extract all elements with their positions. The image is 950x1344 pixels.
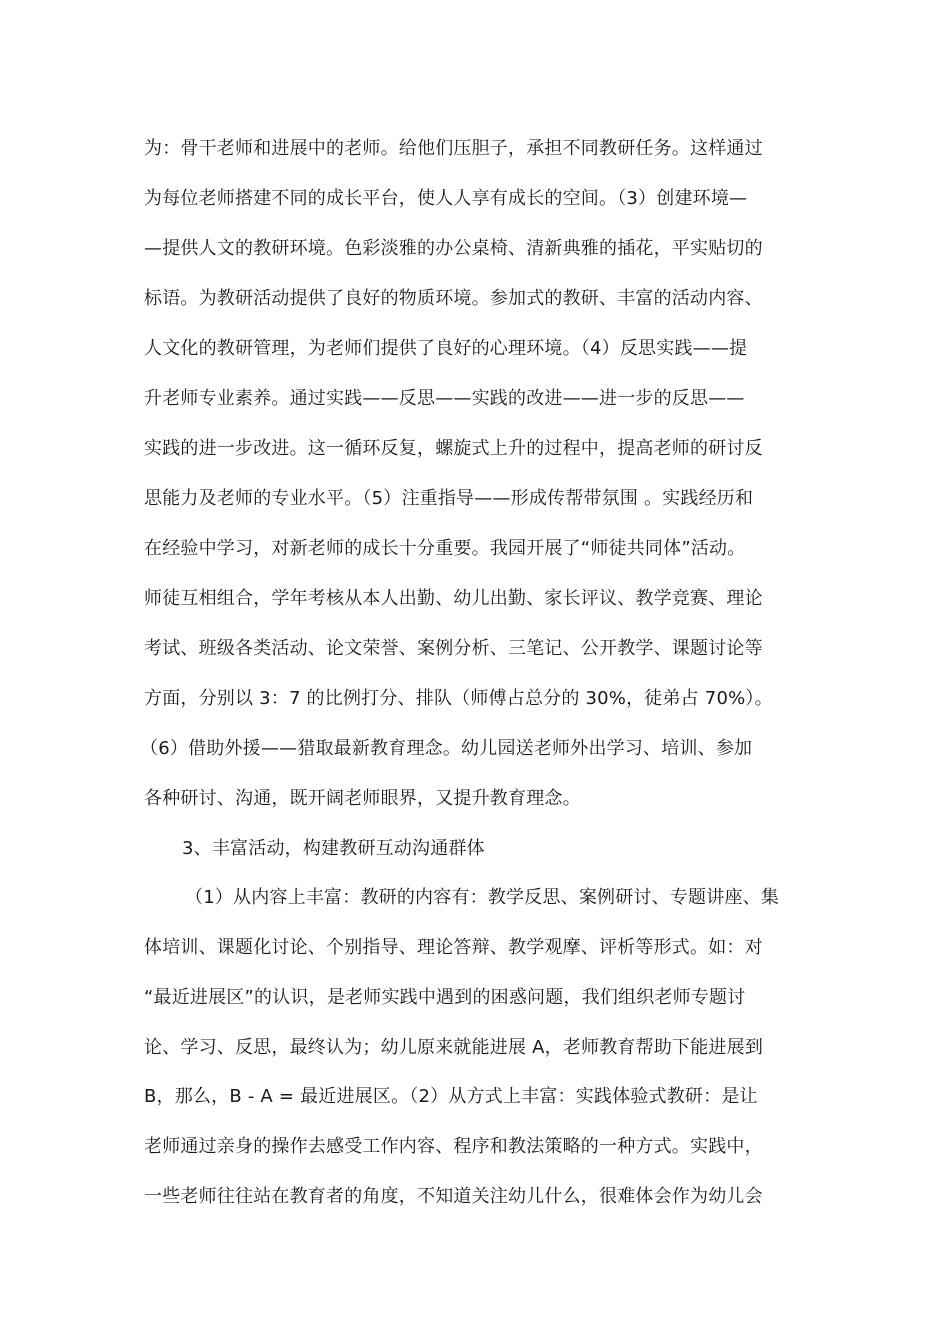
text-line: 论、学习、反思，最终认为；幼儿原来就能进展 A，老师教育帮助下能进展到 (144, 1037, 764, 1058)
section-heading: 3、丰富活动，构建教研互动沟通群体 (182, 838, 485, 859)
text-line: 在经验中学习，对新老师的成长十分重要。我园开展了“师徒共同体”活动。 (144, 538, 746, 559)
text-line: B，那么，B - A = 最近进展区。（2）从方式上丰富：实践体验式教研：是让 (144, 1086, 758, 1107)
text-line: “最近进展区”的认识，是老师实践中遇到的困惑问题，我们组织老师专题讨 (144, 987, 746, 1008)
text-line: 各种研讨、沟通，既开阔老师眼界，又提升教育理念。 (144, 788, 581, 809)
text-line: —提供人文的教研环境。色彩淡雅的办公桌椅、清新典雅的插花，平实贴切的 (144, 238, 763, 259)
text-line: 思能力及老师的专业水平。（5）注重指导——形成传帮带氛围 。实践经历和 (144, 488, 754, 509)
text-line: 为每位老师搭建不同的成长平台，使人人享有成长的空间。（3）创建环境— (144, 188, 748, 209)
text-line: （1）从内容上丰富：教研的内容有：教学反思、案例研讨、专题讲座、集 (185, 887, 780, 908)
text-line: 体培训、课题化讨论、个别指导、理论答辩、教学观摩、评析等形式。如：对 (144, 937, 763, 958)
text-line: 方面，分别以 3：7 的比例打分、排队（师傅占总分的 30%，徒弟占 70%）。 (144, 688, 773, 709)
text-line: （6）借助外援——猎取最新教育理念。幼儿园送老师外出学习、培训、参加 (140, 738, 753, 759)
text-line: 一些老师往往站在教育者的角度，不知道关注幼儿什么，很难体会作为幼儿会 (144, 1186, 763, 1207)
text-line: 升老师专业素养。通过实践——反思——实践的改进——进一步的反思—— (144, 388, 745, 409)
text-line: 人文化的教研管理，为老师们提供了良好的心理环境。（4）反思实践——提 (144, 338, 748, 359)
text-line: 标语。为教研活动提供了良好的物质环境。参加式的教研、丰富的活动内容、 (144, 288, 763, 309)
text-line: 师徒互相组合，学年考核从本人出勤、幼儿出勤、家长评议、教学竞赛、理论 (144, 588, 763, 609)
text-line: 考试、班级各类活动、论文荣誉、案例分析、三笔记、公开教学、课题讨论等 (144, 638, 763, 659)
text-line: 实践的进一步改进。这一循环反复，螺旋式上升的过程中，提高老师的研讨反 (144, 438, 763, 459)
text-line: 为：骨干老师和进展中的老师。给他们压胆子，承担不同教研任务。这样通过 (144, 138, 763, 159)
text-line: 老师通过亲身的操作去感受工作内容、程序和教法策略的一种方式。实践中， (144, 1136, 763, 1157)
